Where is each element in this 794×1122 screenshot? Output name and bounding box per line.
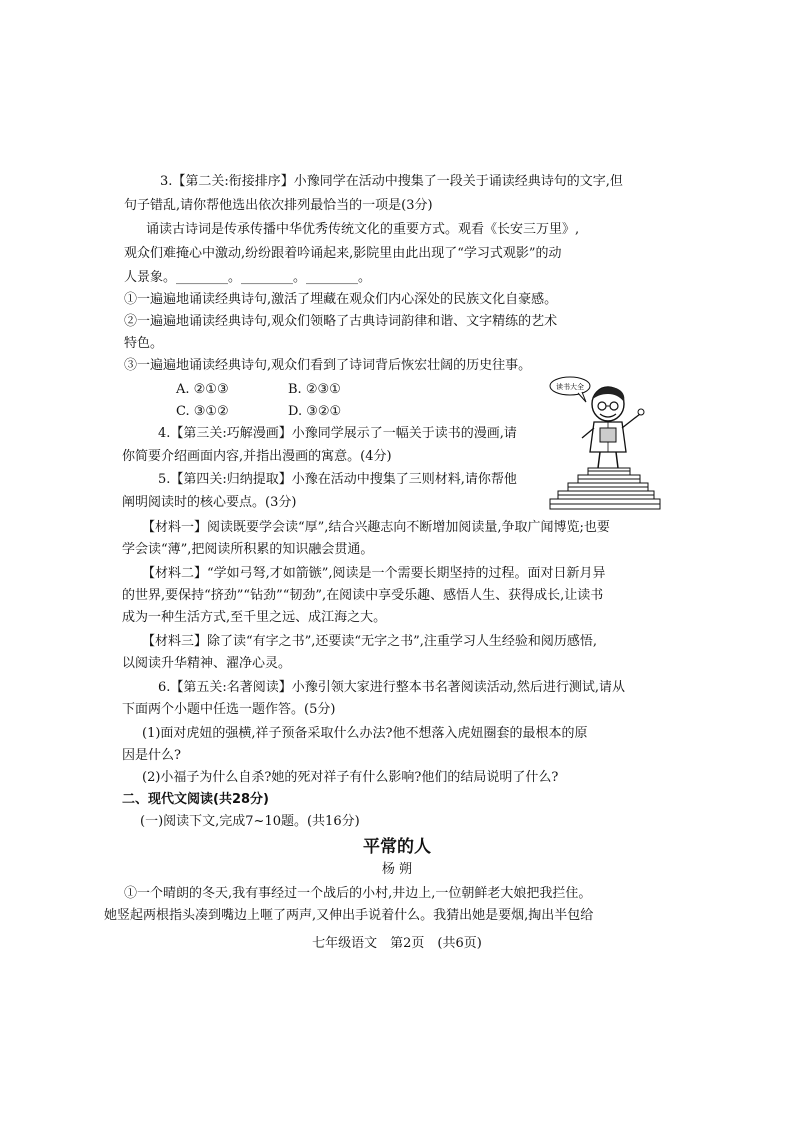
speech-bubble-text: 读书大全 (556, 383, 584, 391)
book-stack (550, 468, 660, 509)
q3-stem-line2: 句子错乱,请你帮他选出依次排列最恰当的一项是(3分) (124, 198, 433, 213)
page-footer: 七年级语文 第2页 (共6页) (312, 936, 482, 951)
q3-stem-line1: 3.【第二关:衔接排序】小豫同学在活动中搜集了一段关于诵读经典诗句的文字,但 (160, 174, 623, 189)
q3-sentence-3: ③一遍遍地诵读经典诗句,观众们看到了诗词背后恢宏壮阔的历史往事。 (124, 358, 532, 373)
article-paragraph-1b: 她竖起两根指头凑到嘴边上咂了两声,又伸出手说着什么。我猜出她是要烟,掏出半包给 (104, 908, 594, 923)
q5-line2: 阐明阅读时的核心要点。(3分) (122, 495, 297, 510)
q3-option-c: C. ③①② (176, 404, 229, 419)
q6-sub1-a: (1)面对虎妞的强横,祥子预备采取什么办法?他不想落入虎妞圈套的最根本的原 (142, 726, 588, 741)
material-2b: 的世界,要保持“挤劲”“钻劲”“韧劲”,在阅读中享受乐趣、感悟人生、获得成长,让读书 (122, 588, 604, 603)
material-2a: 【材料二】“学如弓弩,才如箭镞”,阅读是一个需要长期坚持的过程。面对日新月异 (142, 566, 606, 581)
article-author: 杨 朔 (381, 862, 413, 877)
material-1b: 学会读“薄”,把阅读所积累的知识融会贯通。 (122, 542, 374, 557)
q3-passage-line2: 观众们难掩心中激动,纷纷跟着吟诵起来,影院里由此出现了“学习式观影”的动 (124, 246, 562, 261)
q3-option-b: B. ②③① (288, 382, 341, 397)
q3-option-a: A. ②①③ (176, 382, 229, 397)
q6-line2: 下面两个小题中任选一题作答。(5分) (122, 702, 336, 717)
q6-line1: 6.【第五关:名著阅读】小豫引领大家进行整本书名著阅读活动,然后进行测试,请从 (158, 680, 626, 695)
article-paragraph-1a: ①一个晴朗的冬天,我有事经过一个战后的小村,井边上,一位朝鲜老大娘把我拦住。 (124, 886, 592, 901)
q5-line1: 5.【第四关:归纳提取】小豫在活动中搜集了三则材料,请你帮他 (158, 472, 517, 487)
material-2c: 成为一种生活方式,至千里之远、成江海之大。 (122, 610, 387, 625)
material-3b: 以阅读升华精神、濯净心灵。 (122, 656, 292, 671)
material-1a: 【材料一】阅读既要学会读“厚”,结合兴趣志向不断增加阅读量,争取广闻博览;也要 (142, 520, 610, 535)
article-title: 平常的人 (363, 837, 431, 857)
q3-passage-line3: 人景象。________。________。________。 (124, 270, 372, 285)
q4-line1: 4.【第三关:巧解漫画】小豫同学展示了一幅关于读书的漫画,请 (158, 426, 517, 441)
q4-line2: 你简要介绍画面内容,并指出漫画的寓意。(4分) (122, 449, 392, 464)
section-intro: (一)阅读下文,完成7~10题。(共16分) (140, 814, 360, 829)
q3-sentence-2a: ②一遍遍地诵读经典诗句,观众们领略了古典诗词韵律和谐、文字精练的艺术 (124, 314, 558, 329)
q6-sub1-b: 因是什么? (122, 748, 181, 763)
reading-cartoon-illustration (548, 372, 662, 512)
section-heading: 二、现代文阅读(共28分) (122, 792, 269, 807)
q3-passage-line1: 诵读古诗词是传承传播中华优秀传统文化的重要方式。观看《长安三万里》, (146, 222, 580, 237)
q6-sub2: (2)小福子为什么自杀?她的死对祥子有什么影响?他们的结局说明了什么? (142, 770, 559, 785)
q3-sentence-2b: 特色。 (124, 336, 164, 351)
q3-option-d: D. ③②① (288, 404, 342, 419)
q3-sentence-1: ①一遍遍地诵读经典诗句,激活了埋藏在观众们内心深处的民族文化自豪感。 (124, 292, 558, 307)
material-3a: 【材料三】除了读“有字之书”,还要读“无字之书”,注重学习人生经验和阅历感悟, (142, 634, 597, 649)
